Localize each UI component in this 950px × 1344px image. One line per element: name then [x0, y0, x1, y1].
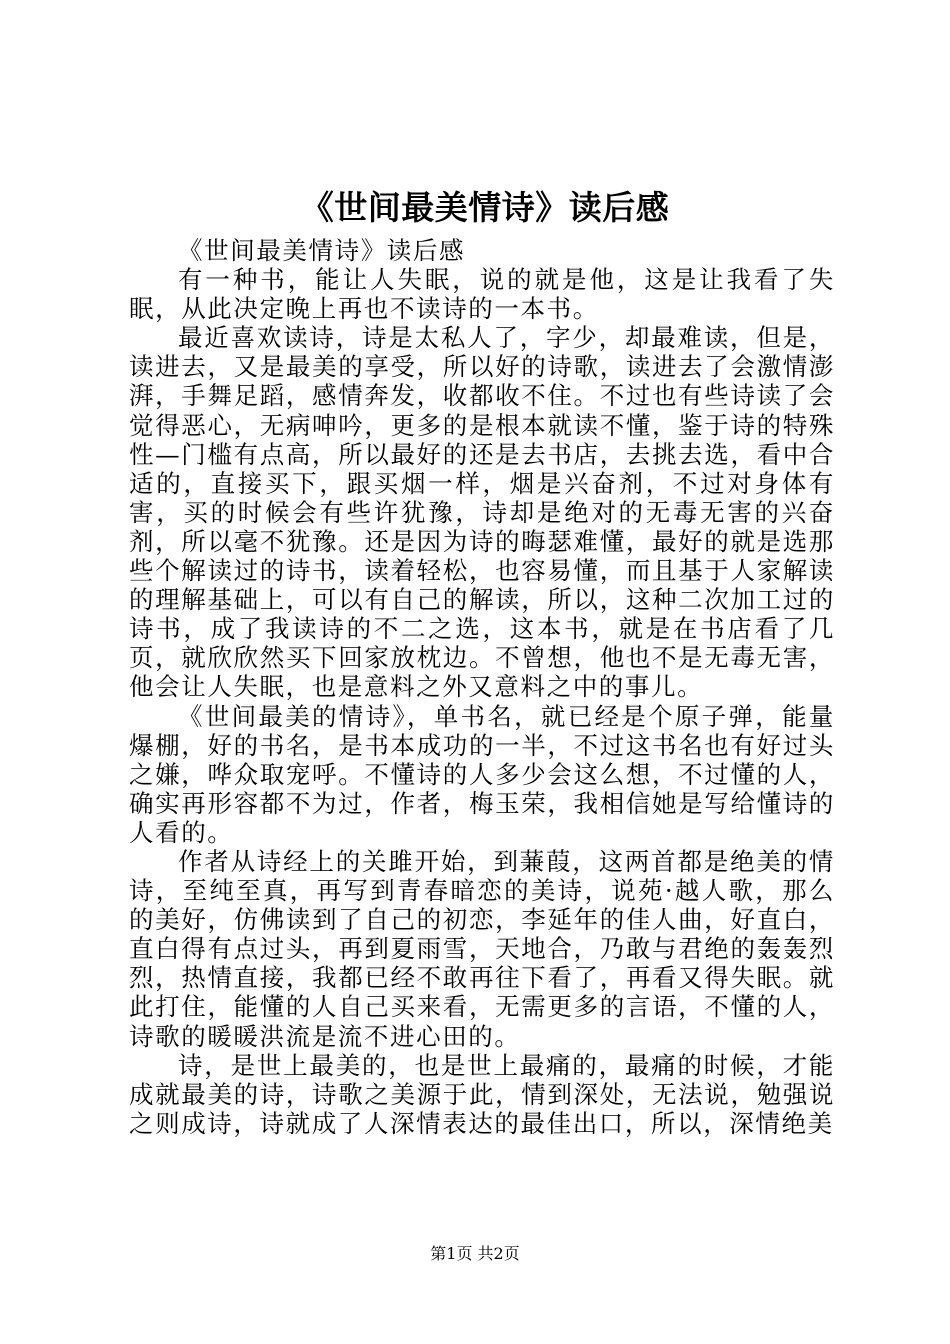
paragraph-3: 《世间最美的情诗》，单书名，就已经是个原子弹，能量爆棚，好的书名，是书本成功的一半，不过这书名也有好过头之嫌，哗众取宠呼。不懂诗的人多少会这么想，不过懂的人，确实再形容都不为过，作者，梅玉荣，我相信她是写给懂诗的人看的。: [129, 701, 835, 847]
paragraph-subtitle: 《世间最美情诗》读后感: [178, 236, 466, 265]
paragraph-5: 诗，是世上最美的，也是世上最痛的，最痛的时候，才能成就最美的诗，诗歌之美源于此，情到深处，无法说，勉强说之则成诗，诗就成了人深情表达的最佳出口，所以，深情绝美: [129, 1050, 835, 1138]
page-number-footer: 第1页 共2页: [430, 1244, 520, 1263]
paragraph-4: 作者从诗经上的关雎开始，到蒹葭，这两首都是绝美的情诗，至纯至真，再写到青春暗恋的美诗，说苑·越人歌，那么的美好，仿佛读到了自己的初恋，李延年的佳人曲，好直白，直白得有点过头，再到夏雨雪，天地合，乃敢与君绝的轰轰烈烈，热情直接，我都已经不敢再往下看了，再看又得失眠。就此打住，能懂的人自己买来看，无需更多的言语，不懂的人，诗歌的暖暖洪流是流不进心田的。: [129, 846, 835, 1051]
paragraph-2: 最近喜欢读诗，诗是太私人了，字少，却最难读，但是，读进去，又是最美的享受，所以好的诗歌，读进去了会激情澎湃，手舞足蹈，感情奔发，收都收不住。不过也有些诗读了会觉得恶心，无病呻吟，更多的是根本就读不懂，鉴于诗的特殊性—门槛有点高，所以最好的还是去书店，去挑去选，看中合适的，直接买下，跟买烟一样，烟是兴奋剂，不过对身体有害，买的时候会有些许犹豫，诗却是绝对的无毒无害的兴奋剂，所以毫不犹豫。还是因为诗的晦瑟难懂，最好的就是选那些个解读过的诗书，读着轻松，也容易懂，而且基于人家解读的理解基础上，可以有自己的解读，所以，这种二次加工过的诗书，成了我读诗的不二之选，这本书，就是在书店看了几页，就欣欣然买下回家放枕边。不曾想，他也不是无毒无害，他会让人失眠，也是意料之外又意料之中的事儿。: [129, 323, 835, 702]
page-title: 《世间最美情诗》读后感: [300, 188, 670, 227]
document-body: [129, 236, 835, 1138]
paragraph-1: 有一种书，能让人失眠，说的就是他，这是让我看了失眠，从此决定晚上再也不读诗的一本书。: [129, 265, 835, 324]
